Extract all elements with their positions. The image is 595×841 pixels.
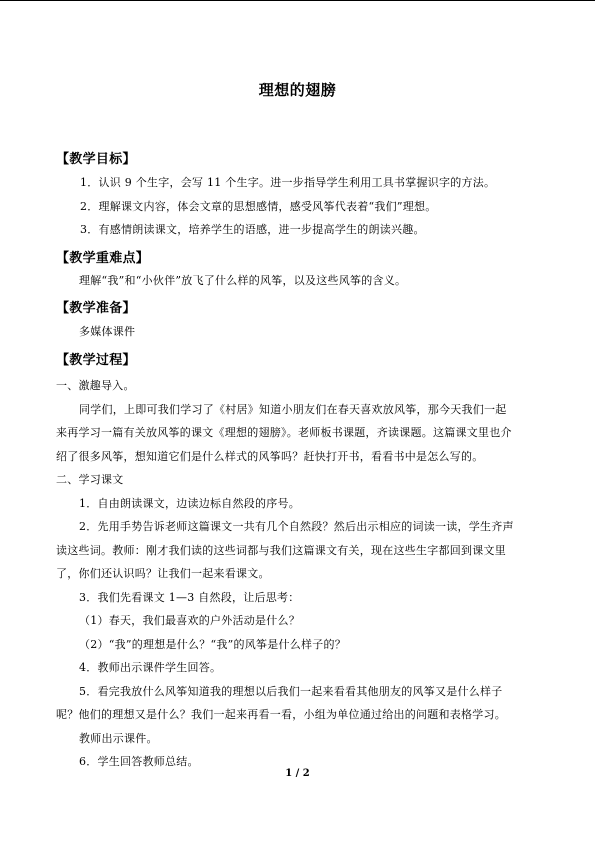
process-line: 6．学生回答教师总结。 xyxy=(79,755,199,768)
process-line: 1．自由朗读课文，边读边标自然段的序号。 xyxy=(79,497,300,510)
page-number: 1 / 2 xyxy=(285,768,310,779)
objective-item-3: 3．有感情朗读课文，培养学生的语感，进一步提高学生的朗读兴趣。 xyxy=(80,223,425,236)
process-line: 5．看完我放什么风筝知道我的理想以后我们一起来看看其他朋友的风筝又是什么样子 xyxy=(79,685,503,698)
process-line: 4．教师出示课件学生回答。 xyxy=(79,661,222,674)
process-line: 呢？他们的理想又是什么？我们一起来再看一看，小组为单位通过给出的问题和表格学习。 xyxy=(56,708,506,721)
process-line: 一、激趣导入。 xyxy=(56,379,135,392)
process-line: 教师出示课件。 xyxy=(79,732,158,745)
process-line: 读这些词。教师：刚才我们读的这些词都与我们这篇课文有关，现在这些生字都回到课文里 xyxy=(56,544,506,557)
process-line: 二、学习课文 xyxy=(56,473,124,486)
preparation-text: 多媒体课件 xyxy=(79,325,136,338)
section-heading-objectives: 【教学目标】 xyxy=(56,152,136,167)
process-line: 同学们，上即可我们学习了《村居》知道小朋友们在春天喜欢放风筝，那今天我们一起 xyxy=(79,403,507,416)
process-line: （2）“我”的理想是什么？“我”的风筝是什么样子的？ xyxy=(79,638,346,651)
section-heading-process: 【教学过程】 xyxy=(56,353,136,368)
section-heading-key-points: 【教学重难点】 xyxy=(56,251,150,266)
objective-item-2: 2．理解课文内容，体会文章的思想感情，感受风筝代表着“我们”理想。 xyxy=(80,200,437,213)
section-heading-preparation: 【教学准备】 xyxy=(56,301,136,316)
key-points-text: 理解“我”和“小伙伴”放飞了什么样的风筝，以及这些风筝的含义。 xyxy=(79,274,407,287)
process-line: （1）春天，我们最喜欢的户外活动是什么？ xyxy=(79,614,300,627)
process-line: 2．先用手势告诉老师这篇课文一共有几个自然段？然后出示相应的词读一读，学生齐声 xyxy=(79,520,514,533)
process-line: 3．我们先看课文 1—3 自然段，让后思考： xyxy=(79,591,300,604)
header-rule xyxy=(0,0,595,1)
document-title: 理想的翅膀 xyxy=(258,81,337,99)
objective-item-1: 1．认识 9 个生字，会写 11 个生字。进一步指导学生利用工具书掌握识字的方法。 xyxy=(80,176,496,189)
process-line: 绍了很多风筝，想知道它们是什么样式的风筝吗？赶快打开书，看看书中是怎么写的。 xyxy=(56,450,484,463)
process-line: 了，你们还认识吗？让我们一起来看课文。 xyxy=(56,567,270,580)
process-line: 来再学习一篇有关放风筝的课文《理想的翅膀》。老师板书课题，齐读课题。这篇课文里也介 xyxy=(56,426,512,439)
